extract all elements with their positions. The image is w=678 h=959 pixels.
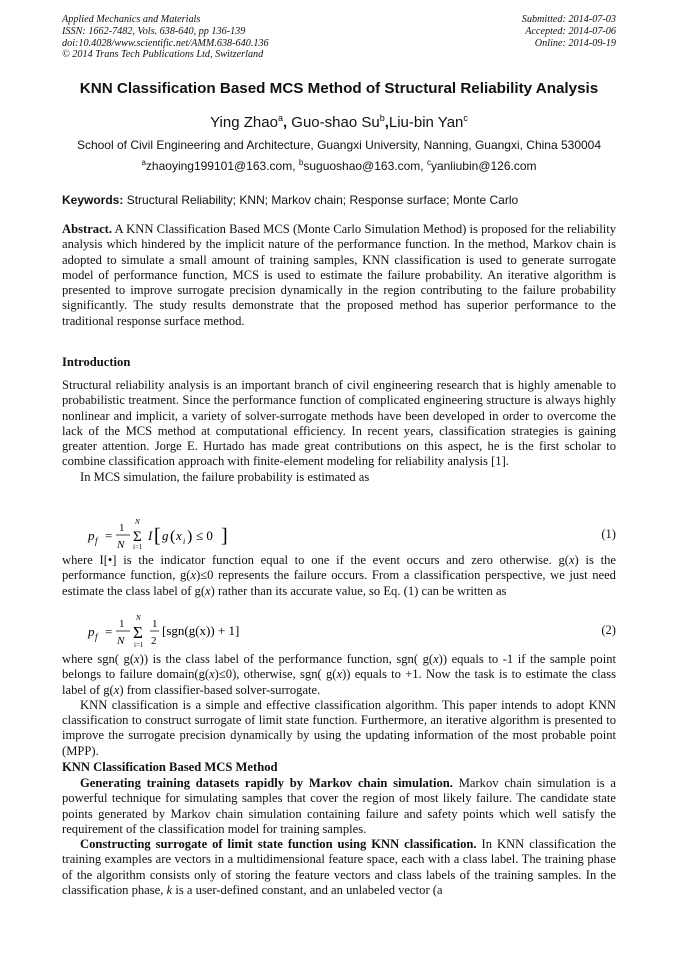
equation-2 [62,612,616,652]
abstract-label: Abstract. [62,222,113,236]
email-line [0,158,678,173]
paragraph-after-eq2: where sgn( g(x)) is the class label of the performance function, sgn( g(x)) equals to -1 if the sample point belongs to failure domain(g(x)≤0), otherwise, sgn( g(x)) equals to +1. Now the task is to estimate the class label of g(x) from classifier-based solver-surrogate. KNN classification is a simple and effective classification algorithm. This paper intends to adopt KNN classification to construct surrogate of limit state function. Furthermore, an iterative algorithm is presented to improve the surrogate precision dynamically by using the updating information of the most probable point (MPP). [62,652,616,758]
eq1-lbracket: [ [154,525,161,547]
eq2-p: p [88,624,95,639]
eq2-sigma: Σ [133,623,143,642]
eq1-frac-den: N [117,539,125,551]
section-2-body [62,776,616,898]
section-2-heading: KNN Classification Based MCS Method [62,760,278,774]
equation-1-number: (1) [601,527,616,541]
equation-1-formula [84,516,344,556]
email-3[interactable]: yanliubin@126.com [430,159,537,173]
author-line: Ying Zhao$^a$, Guo-shao Su$^b$,Liu-bin Yan$^c$ [210,113,468,131]
eq1-p-sub: f [95,536,98,546]
submitted-date: Submitted: 2014-07-03 [521,14,616,25]
keywords-text: Structural Reliability; KNN; Markov chain; Response surface; Monte Carlo [126,193,519,207]
equation-1 [62,516,616,556]
eq1-g: g [162,528,169,543]
email-2-mark: b [298,158,304,167]
eq2-body: [sgn(g(x)) + 1] [162,623,240,638]
email-1[interactable]: zhaoying199101@163.com, [145,159,296,173]
issn-line: ISSN: 1662-7482, Vols. 638-640, pp 136-139 [62,25,246,37]
copyright-line: © 2014 Trans Tech Publications Ltd, Switzerland [62,49,264,61]
equation-2-number: (2) [601,623,616,637]
author-2: Guo-shao Su [291,114,380,131]
eq1-rparen: ) [187,528,193,545]
author-3: Liu-bin Yan [388,114,464,131]
intro-body [62,378,616,485]
eq1-sum-top: N [135,518,140,526]
eq1-lparen: ( [170,528,176,545]
subsection-knn-text: In KNN classification the training examples are vectors in a multidimensional feature space, each with a class label. The training phase of the algorithm consists only of storing the feature vectors and class labels of the training samples. In the classification phase, [62,837,616,898]
submission-dates [522,14,616,49]
keywords-label: Keywords: [62,193,124,207]
paragraph-after-eq1: where I[•] is the indicator function equal to one if the event occurs and zero otherwise. g(x) is the performance function, g(x)≤0 represents the failure occurs. From a classification perspective, we just need estimate the class label of g(x) rather than its accurate value, so Eq. (1) can be written as [62,553,616,598]
eq1-x-sub: i [183,537,186,546]
email-1-mark: a [141,158,146,167]
email-2[interactable]: suguoshao@163.com, [303,159,424,173]
journal-header [62,14,616,61]
knn-paragraph: KNN classification is a simple and effective classification algorithm. This paper intends to adopt KNN classification to construct surrogate of limit state function. Furthermore, an iterative algorithm is presented to improve the surrogate precision dynamically by using the updating information of the most probable point (MPP). [62,697,616,758]
equation-2-formula [84,612,344,652]
k-symbol: k [166,883,173,898]
eq2-sum-top: N [136,614,141,622]
author-1-mark: a [277,113,283,123]
email-3-mark: c [426,158,431,167]
eq2-frac-den: N [117,635,125,647]
subsection-knn-title: Constructing surrogate of limit state function using KNN classification. [80,837,477,852]
keywords [62,193,616,207]
subsection-knn-text-end: is a user-defined constant, and an unlabeled vector (a [172,883,443,898]
eq1-rbracket: ] [221,525,228,547]
doi-line: doi:10.4028/www.scientific.net/AMM.638-640.136 [62,37,269,49]
journal-name: Applied Mechanics and Materials [62,14,201,25]
abstract [62,222,616,329]
subsection-markov-title: Generating training datasets rapidly by Markov chain simulation. [80,776,453,790]
eq1-frac-num: 1 [119,522,125,534]
author-1: Ying Zhao [210,114,278,131]
eq1-relation: ≤ 0 [196,528,213,543]
eq2-sum-bot: i=1 [134,641,144,649]
eq2-p-sub: f [95,632,98,642]
subsection-markov-text: Markov chain simulation is a powerful technique for simulating samples that cover the region of most likely failure. The candidate state points generated by Markov chain simulation containing failure and safety points which well satisfy the requirement of the classification model for training samples. [62,776,616,836]
eq1-I: I [148,528,153,543]
journal-info [62,14,269,61]
author-2-mark: b [379,113,385,123]
eq1-equals: = [105,528,113,543]
eq2-frac2-num: 1 [152,618,158,630]
eq1-sigma: Σ [133,529,142,545]
intro-paragraph-2: In MCS simulation, the failure probability is estimated as [80,469,370,484]
eq2-equals: = [105,624,113,639]
intro-heading: Introduction [62,355,131,369]
eq2-frac-num: 1 [119,618,125,630]
affiliation: School of Civil Engineering and Architecture, Guangxi University, Nanning, Guangxi, China 530004 [76,138,602,152]
abstract-text: A KNN Classification Based MCS (Monte Carlo Simulation Method) is proposed for the reliability analysis which hindered by the implicit nature of the performance function. In the method, Markov chain is adopted to simulate a small amount of training samples, KNN classification is used to generate surrogate model of performance function, MCS is used to estimate the failure probability. An iterative algorithm is presented to improve surrogate precision dynamically in the region contributing to the failure probability significantly. The study results demonstrate that the proposed method has superior performance to the traditional response surface method. [62,222,616,328]
online-date: Online: 2014-09-19 [534,37,616,49]
author-3-mark: c [463,113,468,123]
paper-title: KNN Classification Based MCS Method of Structural Reliability Analysis [79,80,599,97]
eq1-p: p [88,528,95,543]
eq2-frac2-den: 2 [151,635,157,647]
intro-paragraph-1: Structural reliability analysis is an important branch of civil engineering research that is highly amenable to probabilistic treatment. Since the performance function of complicated engineering structure is always highly nonlinear and implicit, a variety of solver-surrogate methods have been developed in order to overcome the lack of the MCS method at computational efficiency. In recent years, classification strategies is gaining greater attention. Jorge E. Hurtado has made great contributions on this aspect, he is the first scholar to combine classification approach with finite-element modeling for reliability analysis [1]. [62,378,616,469]
eq1-x: x [176,528,182,543]
eq1-sum-bot: i=1 [133,543,143,551]
accepted-date: Accepted: 2014-07-06 [525,25,616,37]
